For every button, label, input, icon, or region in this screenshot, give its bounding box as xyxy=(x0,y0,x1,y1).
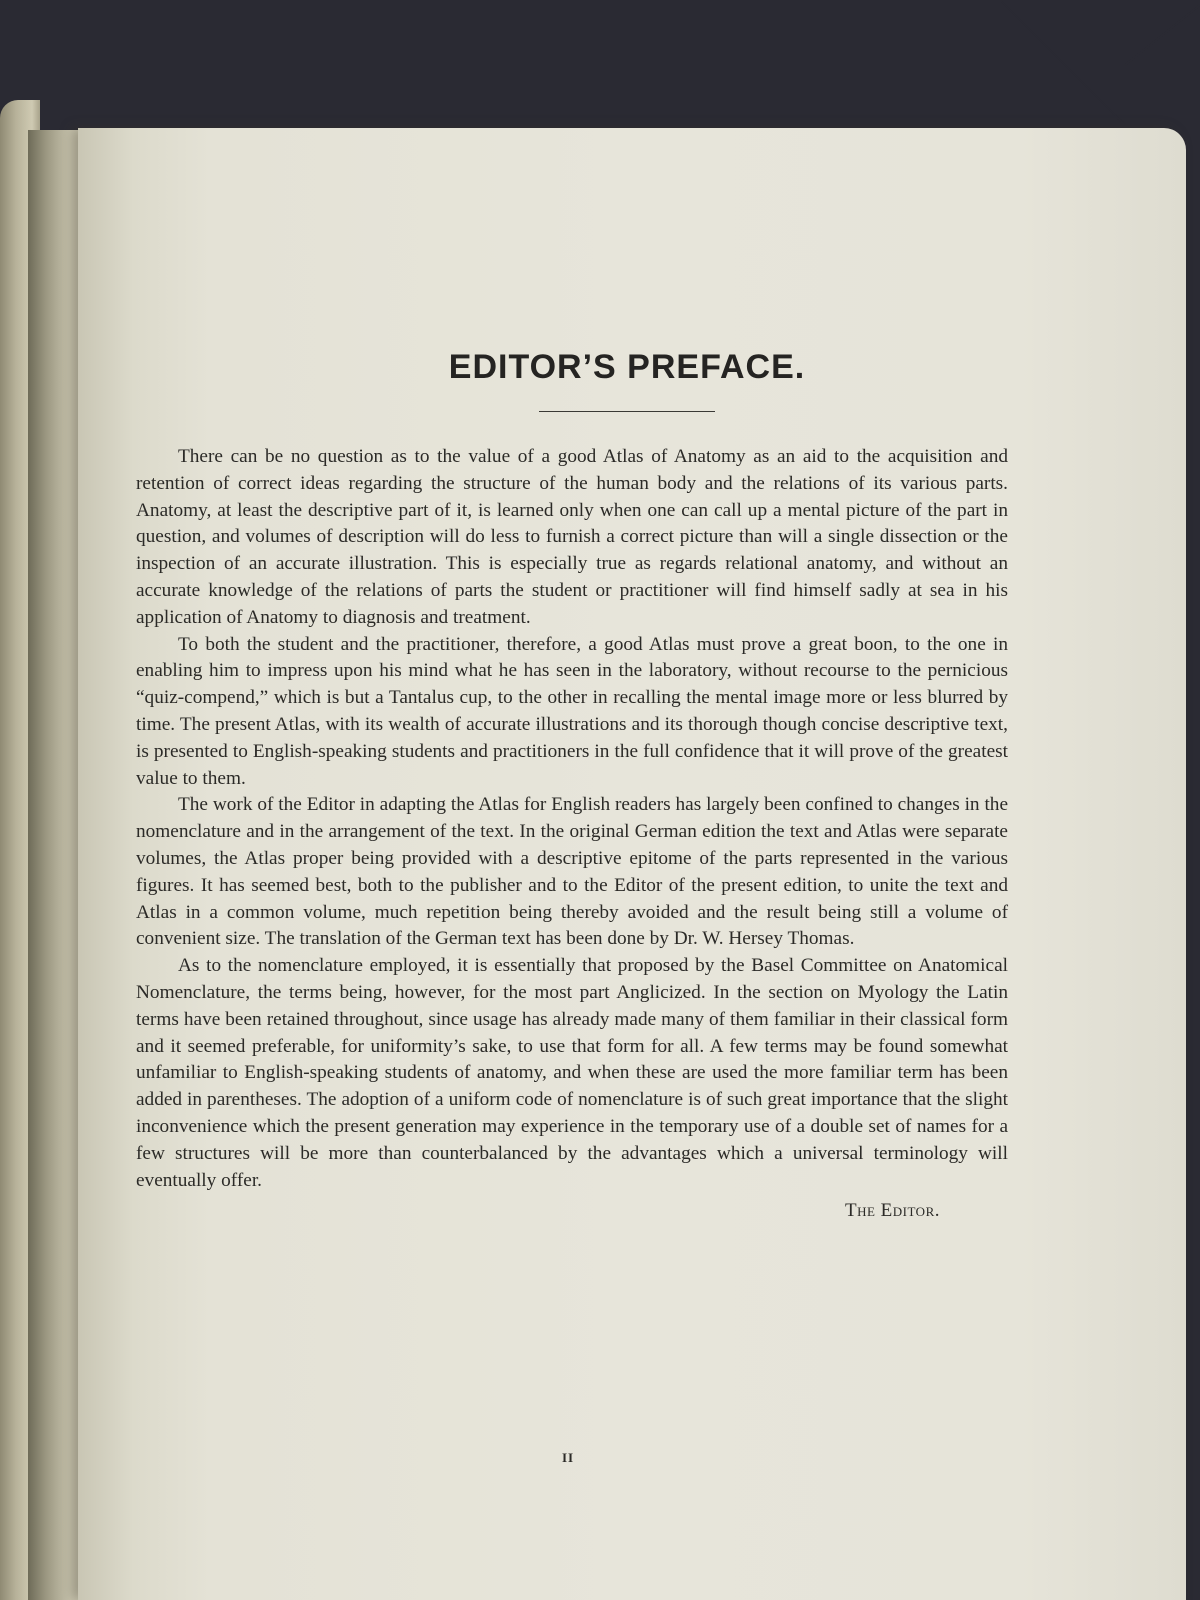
paragraph-3: The work of the Editor in adapting the Atlas for English readers has largely been confined to changes in the nomenclature and in the arrangement of the text. In the original German edition the text and Atlas were separate volumes, the Atlas proper being provided with a descriptive epitome of the parts represented in the various figures. It has seemed best, both to the publisher and to the Editor of the present edition, to unite the text and Atlas in a common volume, much repetition being thereby avoided and the result being still a volume of convenient size. The translation of the German text has been done by Dr. W. Hersey Thomas. xyxy=(136,794,1008,950)
page-title: EDITOR’S PREFACE. xyxy=(448,348,806,386)
page-content xyxy=(136,348,1008,1222)
paragraph-1: There can be no question as to the value of a good Atlas of Anatomy as an aid to the acquisition and retention of correct ideas regarding the structure of the human body and the relations of its various parts. Anatomy, at least the descriptive part of it, is learned only when one can call up a mental picture of the part in question, and volumes of description will do less to furnish a correct picture than will a single dissection or the inspection of an accurate illustration. This is especially true as regards relational anatomy, and without an accurate knowledge of the relations of parts the student or practitioner will find himself sadly at sea in his application of Anatomy to diagnosis and treatment. xyxy=(136,446,1008,628)
paragraph-4: As to the nomenclature employed, it is essentially that proposed by the Basel Committee on Anatomical Nomenclature, the terms being, however, for the most part Anglicized. In the section on Myology the Latin terms have been retained throughout, since usage has already made many of them familiar in their classical form and it seemed preferable, for uniformity’s sake, to use that form for all. A few terms may be found somewhat unfamiliar to English-speaking students of anatomy, and when these are used the more familiar term has been added in parentheses. The adoption of a uniform code of nomenclature is of such great importance that the slight inconvenience which the present generation may experience in the temporary use of a double set of names for a few structures will be more than counterbalanced by the advantages which a universal terminology will eventually offer. xyxy=(136,955,1008,1191)
page-number: II xyxy=(562,1450,575,1465)
signature: The Editor. xyxy=(844,1200,940,1222)
title-rule xyxy=(539,411,715,412)
paragraph-2: To both the student and the practitioner, therefore, a good Atlas must prove a great boon, to the one in enabling him to impress upon his mind what he has seen in the laboratory, without recourse to the pernicious “quiz-compend,” which is but a Tantalus cup, to the other in recalling the mental image more or less blurred by time. The present Atlas, with its wealth of accurate illustrations and its thorough though concise descriptive text, is presented to English-speaking students and practitioners in the full confidence that it will prove of the greatest value to them. xyxy=(136,633,1008,789)
book-page xyxy=(78,128,1186,1600)
